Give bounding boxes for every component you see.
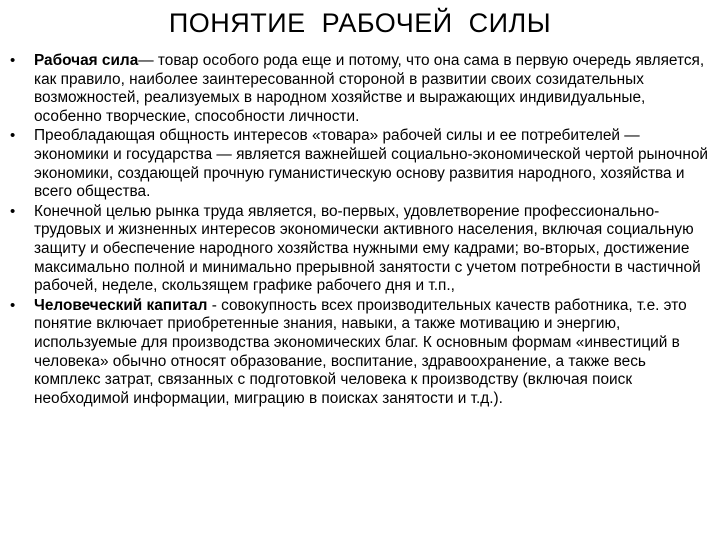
list-item-labor-force [10,52,710,126]
item-text: - совокупность всех производительных качеств работника, т.е. это понятие включает приобретенные знания, навыки, а также мотивацию и энергию, используемые для производства экономических благ. К основным формам «инвестиций в человека» обычно относят образование, воспитание, здравоохранение, а также весь комплекс затрат, связанных с подготовкой человека к производству (включая поиск необходимой информации, миграцию в поисках занятости и т.д.). [34,296,687,407]
bullet-list [10,52,710,409]
item-text: Преобладающая общность интересов «товара» рабочей силы и ее потребителей — экономики и государства — является важнейшей социально-экономической чертой рыночной экономики, создающей прочную гуманистическую основу развития народного, хозяйства и всего общества. [34,127,708,201]
term-human-capital: Человеческий капитал [34,296,208,314]
list-item-human-capital [10,297,710,409]
slide-title: ПОНЯТИЕ РАБОЧЕЙ СИЛЫ [168,8,552,38]
bullet-icon: • [10,296,16,314]
list-item-labor-market-goal [10,203,710,296]
bullet-icon: • [10,52,16,69]
list-item-common-interests [10,127,710,201]
bullet-icon: • [10,202,16,220]
bullet-icon: • [10,127,16,145]
item-text: Конечной целью рынка труда является, во-первых, удовлетворение профессионально-трудовых и жизненных интересов экономически активного населения, включая социальную защиту и обеспечение народного хозяйства нужными ему кадрами; во-вторых, достижение максимально полной и минимально прерывной занятости с учетом потребности в частичной рабочей, неделе, скользящем графике рабочего дня и т.п., [34,202,701,295]
term-labor-force: Рабочая сила [34,52,139,69]
item-text: — товар особого рода еще и потому, что она сама в первую очередь является, как правило, наиболее заинтересованной стороной в развитии своих созидательных возможностей, реализуемых в народном хозяйстве и выражающих индивидуальные, особенно творческие, способности личности. [34,52,705,125]
